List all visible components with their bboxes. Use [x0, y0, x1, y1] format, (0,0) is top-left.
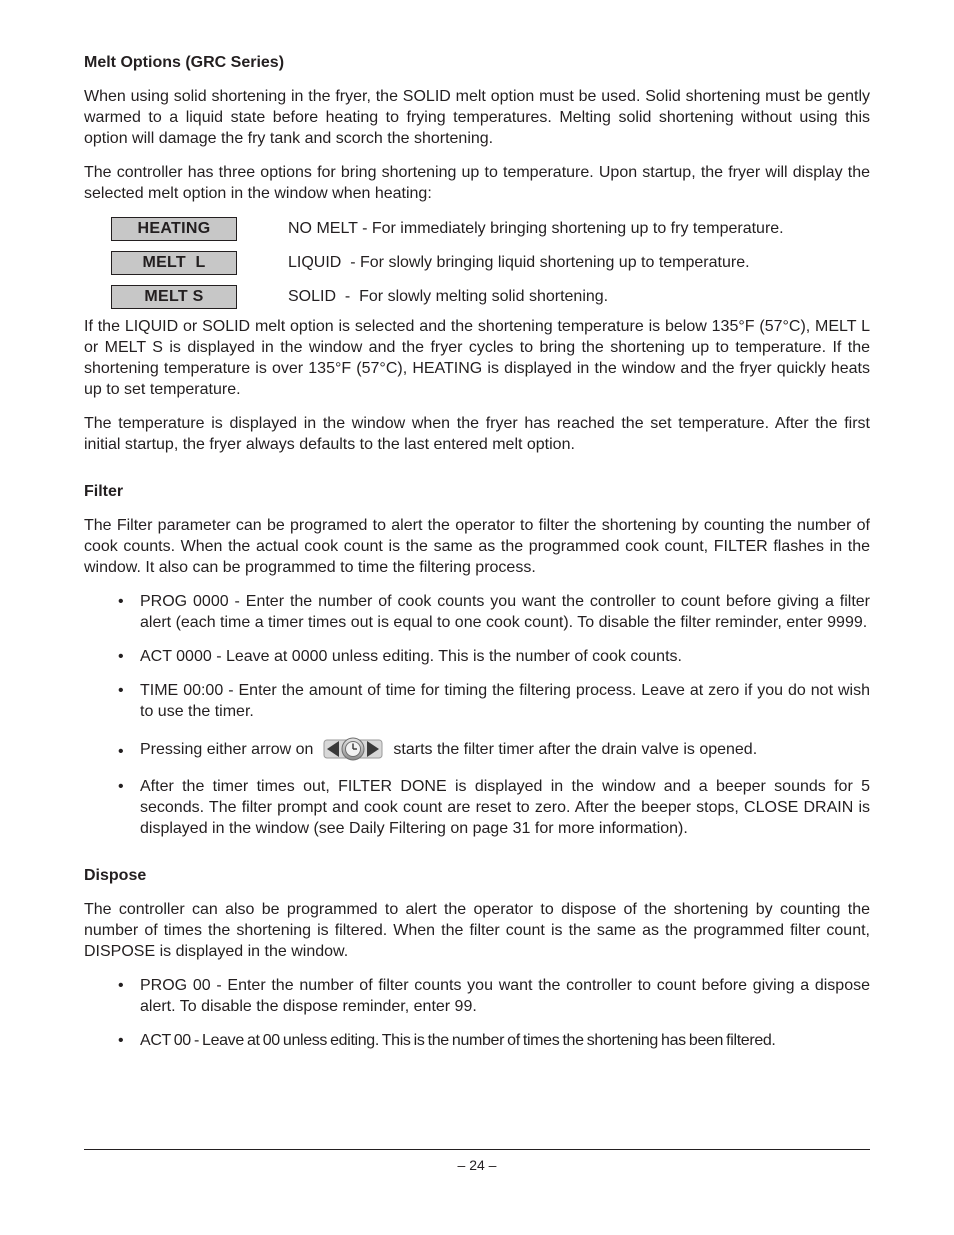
dispose-bullet-list	[84, 975, 870, 1051]
display-window-box	[111, 251, 237, 275]
display-window-text: HEATING	[137, 220, 211, 237]
list-item	[84, 680, 870, 722]
melt-options-table	[84, 212, 870, 314]
bullet-marker: •	[118, 977, 124, 994]
list-item-text: ACT 00 - Leave at 00 unless editing. This is the number of times the shortening has been filtered.	[140, 1032, 776, 1049]
page-number: – 24 –	[457, 1157, 497, 1173]
bullet-marker: •	[118, 1032, 124, 1049]
bullet-marker: •	[118, 648, 124, 665]
arrow-text-after: starts the filter timer after the drain valve is opened.	[393, 740, 758, 758]
melt-option-row	[84, 280, 870, 314]
left-right-arrow-timer-icon	[323, 736, 383, 762]
document-page	[84, 52, 870, 1051]
dispose-heading: Dispose	[84, 867, 147, 884]
list-item	[84, 975, 870, 1017]
bullet-marker: •	[118, 682, 124, 699]
list-item-text: ACT 0000 - Leave at 0000 unless editing. This is the number of cook counts.	[140, 648, 682, 665]
footer-rule	[84, 1149, 870, 1150]
list-item	[84, 1030, 870, 1051]
bullet-marker: •	[118, 593, 124, 610]
list-item-text: TIME 00:00 - Enter the amount of time for timing the filtering process. Leave at zero if you do not wish to use the timer.	[140, 682, 870, 720]
list-item-text: PROG 00 - Enter the number of filter counts you want the controller to count before giving a dispose alert. To disable the dispose reminder, enter 99.	[140, 977, 870, 1015]
bullet-marker: •	[118, 743, 124, 760]
list-item	[84, 776, 870, 839]
melt-paragraph-4: The temperature is displayed in the window when the fryer has reached the set temperature. After the first initial startup, the fryer always defaults to the last entered melt option.	[84, 415, 870, 453]
display-window-text: MELT L	[142, 254, 206, 271]
display-window-text: MELT S	[144, 288, 204, 305]
filter-paragraph-1: The Filter parameter can be programed to alert the operator to filter the shortening by counting the number of cook counts. When the actual cook count is the same as the programmed cook count, FILTER flashes in the window. It also can be programmed to time the filtering process.	[84, 517, 870, 576]
melt-paragraph-3: If the LIQUID or SOLID melt option is selected and the shortening temperature is below 135°F (57°C), MELT L or MELT S is displayed in the window and the fryer cycles to bring the shortening up to temperature. If the shortening temperature is over 135°F (57°C), HEATING is displayed in the window and the fryer quickly heats up to set temperature.	[84, 318, 870, 398]
dispose-paragraph-1: The controller can also be programmed to alert the operator to dispose of the shortening by counting the number of times the shortening is filtered. When the filter count is the same as the programmed filter count, DISPOSE is displayed in the window.	[84, 901, 870, 960]
list-item	[84, 591, 870, 633]
melt-paragraph-1: When using solid shortening in the fryer, the SOLID melt option must be used. Solid shortening must be gently warmed to a liquid state before heating to frying temperatures. Melting solid shortening without using this option will damage the fry tank and scorch the shortening.	[84, 88, 870, 147]
display-window-box	[111, 217, 237, 241]
melt-option-row	[84, 246, 870, 280]
list-item	[84, 736, 870, 762]
melt-options-heading: Melt Options (GRC Series)	[84, 54, 285, 71]
arrow-instruction-line	[140, 736, 870, 762]
melt-option-description: NO MELT - For immediately bringing shortening up to fry temperature.	[288, 220, 784, 237]
melt-option-description: SOLID - For slowly melting solid shortening.	[288, 288, 609, 305]
list-item	[84, 646, 870, 667]
melt-option-description: LIQUID - For slowly bringing liquid shortening up to temperature.	[288, 254, 750, 271]
filter-heading: Filter	[84, 483, 124, 500]
list-item-text: PROG 0000 - Enter the number of cook counts you want the controller to count before giving a filter alert (each time a timer times out is equal to one cook count). To disable the filter reminder, enter 9999.	[140, 593, 870, 631]
arrow-text-before: Pressing either arrow on	[140, 740, 314, 758]
melt-option-row	[84, 212, 870, 246]
filter-bullet-list	[84, 591, 870, 839]
display-window-box	[111, 285, 237, 309]
list-item-text: After the timer times out, FILTER DONE is displayed in the window and a beeper sounds for 5 seconds. The filter prompt and cook count are reset to zero. After the beeper stops, CLOSE DRAIN is displayed in the window (see Daily Filtering on page 31 for more information).	[140, 778, 870, 837]
melt-paragraph-2: The controller has three options for bring shortening up to temperature. Upon startup, the fryer will display the selected melt option in the window when heating:	[84, 164, 870, 202]
bullet-marker: •	[118, 778, 124, 795]
